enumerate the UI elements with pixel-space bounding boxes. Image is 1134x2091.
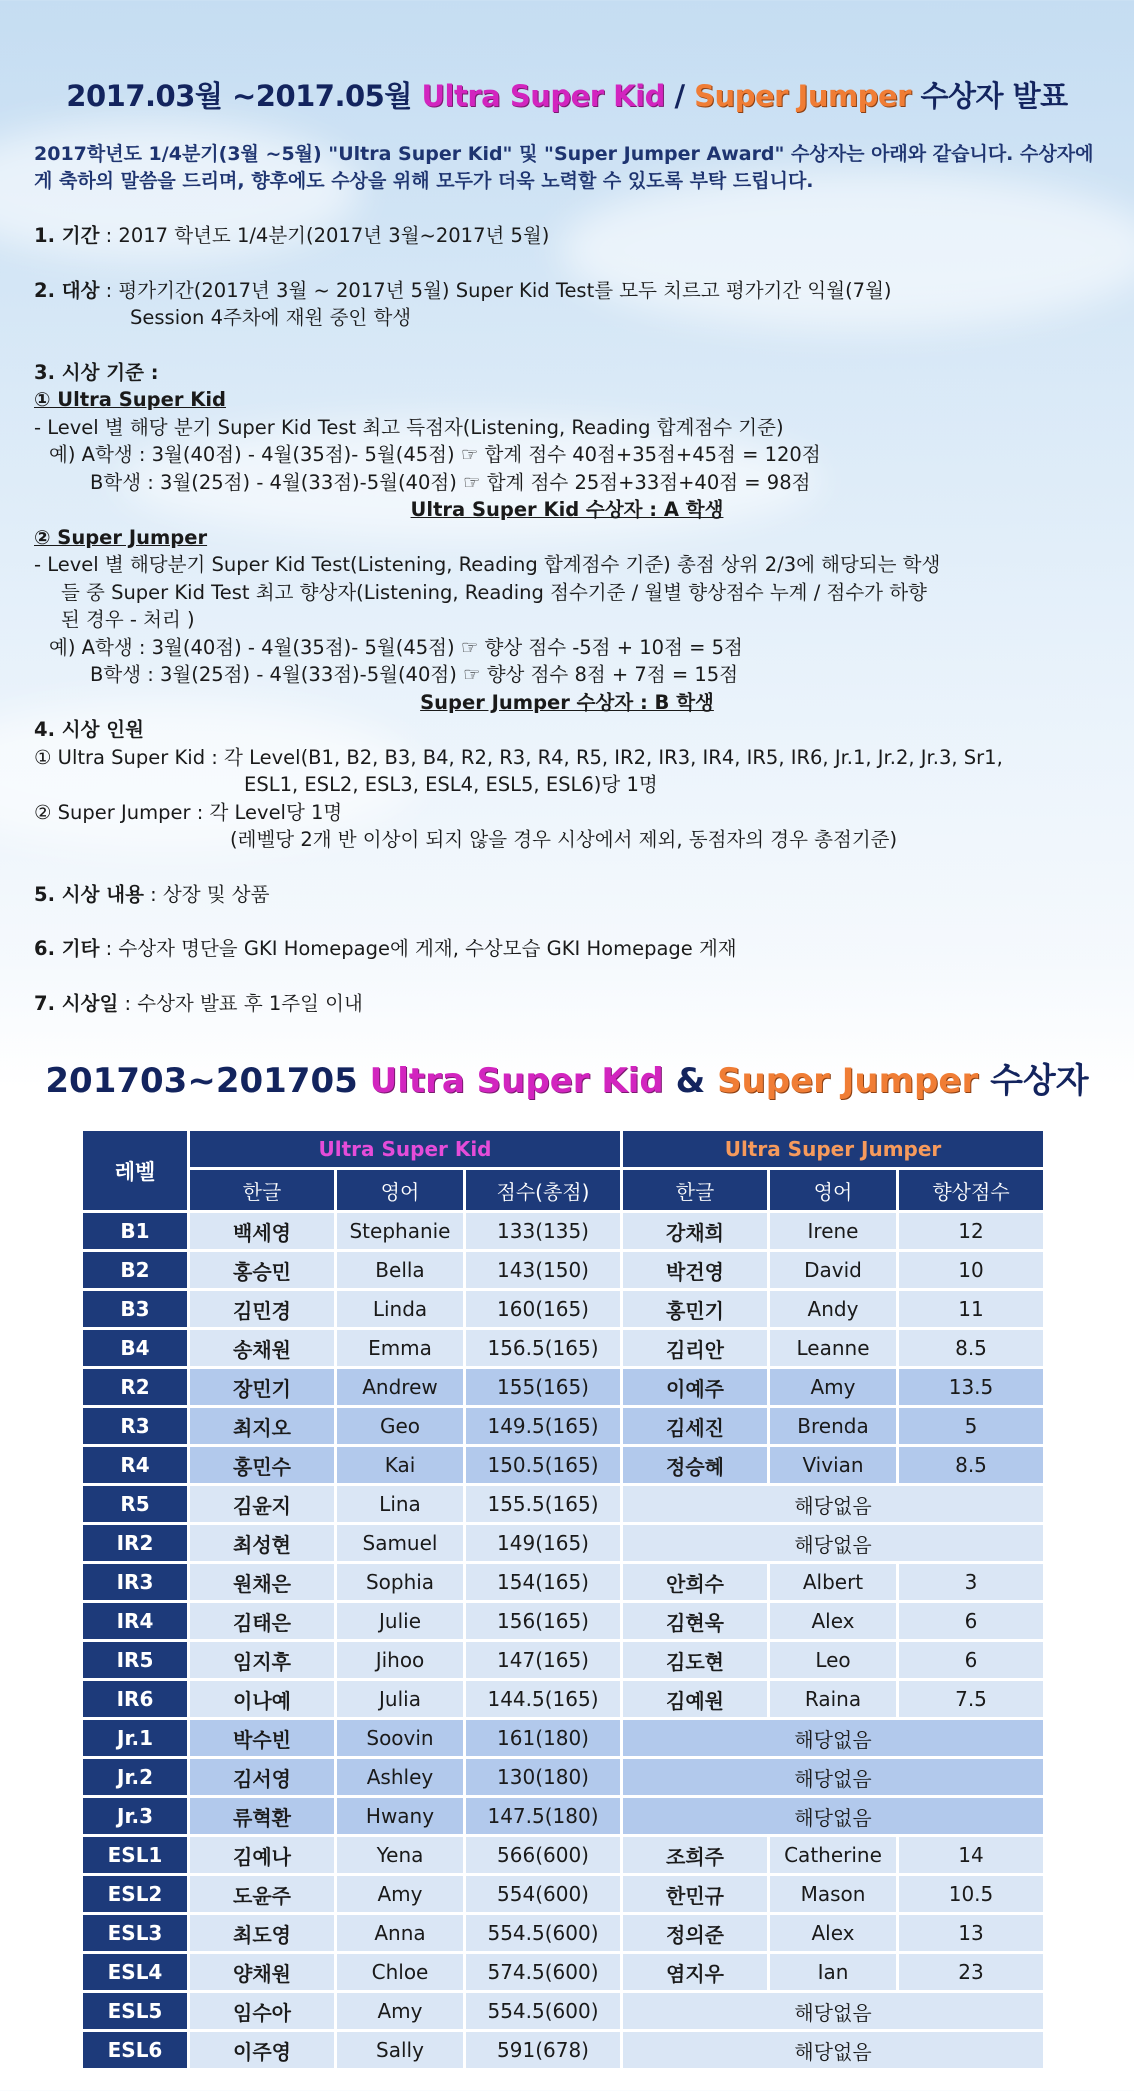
usk-english-name: Samuel: [337, 1525, 463, 1561]
usk-english-name: Kai: [337, 1447, 463, 1483]
usk-score: 156.5(165): [466, 1330, 620, 1366]
sj-korean-name: 조희주: [623, 1837, 767, 1873]
intro-paragraph: 2017학년도 1/4분기(3월 ~5월) "Ultra Super Kid" 및 "Super Jumper Award" 수상자는 아래와 같습니다. 수상자에게 축하의 말씀을 드리며, 향후에도 수상을 위해 모두가 더욱 노력할 수 있도록 부탁 드립니다.: [34, 143, 1094, 192]
level-cell: IR5: [83, 1642, 187, 1678]
usk-score: 161(180): [466, 1720, 620, 1756]
level-cell: Jr.1: [83, 1720, 187, 1756]
usk-english-name: Sally: [337, 2032, 463, 2068]
usk-korean-name: 홍승민: [190, 1252, 334, 1288]
col-header: 영어: [337, 1170, 463, 1210]
usk-score: 133(135): [466, 1213, 620, 1249]
winners-table: [80, 1128, 1046, 2071]
table-row: [83, 1720, 1043, 1756]
table-row: [83, 1564, 1043, 1600]
award-count-usk: ① Ultra Super Kid : 각 Level(B1, B2, B3, B4, R2, R3, R4, R5, IR2, IR3, IR4, IR5, IR6, Jr.1, Jr.2, Jr.3, Sr1,: [34, 745, 1003, 769]
level-cell: B2: [83, 1252, 187, 1288]
super-jumper-heading: ② Super Jumper: [34, 525, 208, 549]
usk-english-name: Bella: [337, 1252, 463, 1288]
usk-english-name: Chloe: [337, 1954, 463, 1990]
usk-korean-name: 김서영: [190, 1759, 334, 1795]
usk-korean-name: 류혁환: [190, 1798, 334, 1834]
table-row: [83, 1447, 1043, 1483]
usk-score: 154(165): [466, 1564, 620, 1600]
usk-korean-name: 최도영: [190, 1915, 334, 1951]
sj-none-cell: 해당없음: [623, 1759, 1043, 1795]
sj-improvement-score: 8.5: [899, 1447, 1043, 1483]
level-cell: B3: [83, 1291, 187, 1327]
section-period: 1. 기간 : 2017 학년도 1/4분기(2017년 3월~2017년 5월): [34, 224, 550, 247]
ultra-super-kid-heading: ① Ultra Super Kid: [34, 388, 226, 411]
winners-table-title: 201703~201705 Ultra Super Kid & Super Jumper 수상자: [45, 1061, 1089, 1101]
section-award-count: 4. 시상 인원: [34, 718, 144, 741]
ultra-super-jumper-group-header: Ultra Super Jumper: [623, 1131, 1043, 1167]
usk-english-name: Jihoo: [337, 1642, 463, 1678]
table-row: [83, 1993, 1043, 2029]
level-cell: IR2: [83, 1525, 187, 1561]
usk-korean-name: 송채원: [190, 1330, 334, 1366]
level-cell: ESL2: [83, 1876, 187, 1912]
usk-english-name: Lina: [337, 1486, 463, 1522]
usk-english-name: Linda: [337, 1291, 463, 1327]
sj-korean-name: 강채희: [623, 1213, 767, 1249]
usk-korean-name: 박수빈: [190, 1720, 334, 1756]
award-count-sj: ② Super Jumper : 각 Level당 1명: [34, 800, 343, 824]
usk-korean-name: 이주영: [190, 2032, 334, 2068]
sj-korean-name: 염지우: [623, 1954, 767, 1990]
level-cell: R4: [83, 1447, 187, 1483]
sj-improvement-score: 3: [899, 1564, 1043, 1600]
usk-score: 155(165): [466, 1369, 620, 1405]
usk-korean-name: 도윤주: [190, 1876, 334, 1912]
section-criteria: 3. 시상 기준 :: [34, 360, 159, 384]
usk-score: 156(165): [466, 1603, 620, 1639]
sj-none-cell: 해당없음: [623, 1525, 1043, 1561]
sj-none-cell: 해당없음: [623, 1798, 1043, 1834]
usk-english-name: Stephanie: [337, 1213, 463, 1249]
sj-improvement-score: 12: [899, 1213, 1043, 1249]
usk-score: 149.5(165): [466, 1408, 620, 1444]
sj-korean-name: 김도현: [623, 1642, 767, 1678]
usk-korean-name: 원채은: [190, 1564, 334, 1600]
sj-korean-name: 홍민기: [623, 1291, 767, 1327]
usk-korean-name: 김예나: [190, 1837, 334, 1873]
sj-korean-name: 김세진: [623, 1408, 767, 1444]
section-target: 2. 대상 : 평가기간(2017년 3월 ~ 2017년 5월) Super Kid Test를 모두 치르고 평가기간 익월(7월): [34, 278, 892, 302]
section-award-date: 7. 시상일 : 수상자 발표 후 1주일 이내: [34, 991, 363, 1015]
table-row: [83, 1837, 1043, 1873]
page-title: [34, 0, 1100, 115]
usk-korean-name: 장민기: [190, 1369, 334, 1405]
table-row: [83, 1213, 1043, 1249]
sj-english-name: Leanne: [770, 1330, 896, 1366]
sj-improvement-score: 5: [899, 1408, 1043, 1444]
sj-english-name: Amy: [770, 1369, 896, 1405]
table-row: [83, 1330, 1043, 1366]
super-jumper-example-a: 예) A학생 : 3월(40점) - 4월(35점)- 5월(45점) ☞ 향상 점수 -5점 + 10점 = 5점: [49, 635, 743, 659]
sj-improvement-score: 7.5: [899, 1681, 1043, 1717]
award-count-usk-cont: ESL1, ESL2, ESL3, ESL4, ESL5, ESL6)당 1명: [244, 773, 658, 796]
usk-score: 554(600): [466, 1876, 620, 1912]
sj-english-name: Brenda: [770, 1408, 896, 1444]
usk-english-name: Geo: [337, 1408, 463, 1444]
usk-english-name: Ashley: [337, 1759, 463, 1795]
table-row: [83, 1525, 1043, 1561]
title-suffix: 수상자 발표: [920, 79, 1068, 113]
usk-score: 591(678): [466, 2032, 620, 2068]
sj-english-name: Andy: [770, 1291, 896, 1327]
col-header: 한글: [623, 1170, 767, 1210]
usk-english-name: Amy: [337, 1876, 463, 1912]
table-row: [83, 1798, 1043, 1834]
sj-english-name: Alex: [770, 1603, 896, 1639]
sj-korean-name: 한민규: [623, 1876, 767, 1912]
usk-score: 149(165): [466, 1525, 620, 1561]
usk-korean-name: 양채원: [190, 1954, 334, 1990]
ultra-super-kid-rule: - Level 별 해당 분기 Super Kid Test 최고 득점자(Listening, Reading 합계점수 기준): [34, 415, 784, 439]
level-cell: R5: [83, 1486, 187, 1522]
usk-korean-name: 임수아: [190, 1993, 334, 2029]
usk-english-name: Emma: [337, 1330, 463, 1366]
super-jumper-rule-2: 들 중 Super Kid Test 최고 향상자(Listening, Reading 점수기준 / 월별 향상점수 누계 / 점수가 하향: [61, 580, 927, 604]
level-header: 레벨: [83, 1131, 187, 1210]
sj-english-name: Alex: [770, 1915, 896, 1951]
sj-english-name: Catherine: [770, 1837, 896, 1873]
super-jumper-result: Super Jumper 수상자 : B 학생: [420, 690, 714, 714]
level-cell: ESL3: [83, 1915, 187, 1951]
usk-korean-name: 김민경: [190, 1291, 334, 1327]
table-row: [83, 1759, 1043, 1795]
sj-english-name: Mason: [770, 1876, 896, 1912]
sj-korean-name: 박건영: [623, 1252, 767, 1288]
sj-korean-name: 정승혜: [623, 1447, 767, 1483]
usk-korean-name: 김윤지: [190, 1486, 334, 1522]
ultra-super-kid-example-a: 예) A학생 : 3월(40점) - 4월(35점)- 5월(45점) ☞ 합계 점수 40점+35점+45점 = 120점: [49, 443, 821, 466]
title-ultra-super-kid: Ultra Super Kid: [421, 79, 665, 113]
section-target-cont: Session 4주차에 재원 중인 학생: [130, 306, 412, 329]
table-row: [83, 1876, 1043, 1912]
usk-score: 150.5(165): [466, 1447, 620, 1483]
sj-korean-name: 김현욱: [623, 1603, 767, 1639]
section-award-content: 5. 시상 내용 : 상장 및 상품: [34, 882, 270, 906]
usk-score: 160(165): [466, 1291, 620, 1327]
sj-none-cell: 해당없음: [623, 1720, 1043, 1756]
sj-none-cell: 해당없음: [623, 1993, 1043, 2029]
usk-score: 147(165): [466, 1642, 620, 1678]
table-row: [83, 1408, 1043, 1444]
level-cell: R3: [83, 1408, 187, 1444]
sj-improvement-score: 11: [899, 1291, 1043, 1327]
level-cell: B1: [83, 1213, 187, 1249]
level-cell: ESL1: [83, 1837, 187, 1873]
sj-korean-name: 김예원: [623, 1681, 767, 1717]
sj-english-name: Vivian: [770, 1447, 896, 1483]
sj-improvement-score: 8.5: [899, 1330, 1043, 1366]
usk-english-name: Soovin: [337, 1720, 463, 1756]
ultra-super-kid-group-header: Ultra Super Kid: [190, 1131, 620, 1167]
usk-english-name: Sophia: [337, 1564, 463, 1600]
table-row: [83, 1291, 1043, 1327]
sj-korean-name: 이예주: [623, 1369, 767, 1405]
level-cell: Jr.3: [83, 1798, 187, 1834]
usk-score: 155.5(165): [466, 1486, 620, 1522]
col-header: 한글: [190, 1170, 334, 1210]
usk-korean-name: 임지후: [190, 1642, 334, 1678]
level-cell: IR6: [83, 1681, 187, 1717]
usk-korean-name: 이나예: [190, 1681, 334, 1717]
level-cell: IR4: [83, 1603, 187, 1639]
table-row: [83, 1954, 1043, 1990]
sj-improvement-score: 6: [899, 1603, 1043, 1639]
ultra-super-kid-example-b: B학생 : 3월(25점) - 4월(33점)-5월(40점) ☞ 합계 점수 25점+33점+40점 = 98점: [90, 470, 811, 494]
award-count-sj-note: (레벨당 2개 반 이상이 되지 않을 경우 시상에서 제외, 동점자의 경우 총점기준): [230, 828, 898, 851]
usk-korean-name: 최지오: [190, 1408, 334, 1444]
usk-score: 566(600): [466, 1837, 620, 1873]
usk-score: 130(180): [466, 1759, 620, 1795]
usk-korean-name: 홍민수: [190, 1447, 334, 1483]
sj-none-cell: 해당없음: [623, 1486, 1043, 1522]
sj-english-name: Leo: [770, 1642, 896, 1678]
table-row: [83, 1486, 1043, 1522]
usk-score: 147.5(180): [466, 1798, 620, 1834]
sj-english-name: Irene: [770, 1213, 896, 1249]
usk-score: 143(150): [466, 1252, 620, 1288]
usk-score: 144.5(165): [466, 1681, 620, 1717]
usk-korean-name: 백세영: [190, 1213, 334, 1249]
usk-english-name: Andrew: [337, 1369, 463, 1405]
level-cell: R2: [83, 1369, 187, 1405]
usk-english-name: Hwany: [337, 1798, 463, 1834]
sj-korean-name: 김리안: [623, 1330, 767, 1366]
level-cell: IR3: [83, 1564, 187, 1600]
title-separator: /: [674, 79, 685, 113]
super-jumper-rule-3: 된 경우 - 처리 ): [61, 608, 195, 631]
title-super-jumper: Super Jumper: [694, 79, 911, 113]
table-row: [83, 2032, 1043, 2068]
sj-korean-name: 안희수: [623, 1564, 767, 1600]
usk-score: 554.5(600): [466, 1993, 620, 2029]
col-header: 점수(총점): [466, 1170, 620, 1210]
section-etc: 6. 기타 : 수상자 명단을 GKI Homepage에 게재, 수상모습 GKI Homepage 게재: [34, 937, 737, 960]
sj-improvement-score: 13: [899, 1915, 1043, 1951]
ultra-super-kid-result: Ultra Super Kid 수상자 : A 학생: [410, 498, 724, 521]
table-row: [83, 1252, 1043, 1288]
usk-korean-name: 최성현: [190, 1525, 334, 1561]
super-jumper-example-b: B학생 : 3월(25점) - 4월(33점)-5월(40점) ☞ 향상 점수 8점 + 7점 = 15점: [90, 663, 739, 686]
table-row: [83, 1369, 1043, 1405]
usk-score: 554.5(600): [466, 1915, 620, 1951]
usk-korean-name: 김태은: [190, 1603, 334, 1639]
sj-improvement-score: 10.5: [899, 1876, 1043, 1912]
sj-english-name: Albert: [770, 1564, 896, 1600]
sj-korean-name: 정의준: [623, 1915, 767, 1951]
usk-english-name: Anna: [337, 1915, 463, 1951]
sj-english-name: David: [770, 1252, 896, 1288]
usk-english-name: Julia: [337, 1681, 463, 1717]
super-jumper-rule-1: - Level 별 해당분기 Super Kid Test(Listening, Reading 합계점수 기준) 총점 상위 2/3에 해당되는 학생: [34, 553, 941, 576]
usk-score: 574.5(600): [466, 1954, 620, 1990]
usk-english-name: Julie: [337, 1603, 463, 1639]
sj-english-name: Ian: [770, 1954, 896, 1990]
sj-improvement-score: 10: [899, 1252, 1043, 1288]
usk-english-name: Yena: [337, 1837, 463, 1873]
sj-improvement-score: 6: [899, 1642, 1043, 1678]
sj-none-cell: 해당없음: [623, 2032, 1043, 2068]
col-header: 영어: [770, 1170, 896, 1210]
table-row: [83, 1681, 1043, 1717]
col-header: 향상점수: [899, 1170, 1043, 1210]
sj-improvement-score: 13.5: [899, 1369, 1043, 1405]
sj-english-name: Raina: [770, 1681, 896, 1717]
sj-improvement-score: 23: [899, 1954, 1043, 1990]
table-row: [83, 1915, 1043, 1951]
table-row: [83, 1603, 1043, 1639]
title-period: 2017.03월 ~2017.05월: [66, 79, 412, 113]
level-cell: Jr.2: [83, 1759, 187, 1795]
level-cell: B4: [83, 1330, 187, 1366]
level-cell: ESL5: [83, 1993, 187, 2029]
usk-english-name: Amy: [337, 1993, 463, 2029]
sj-improvement-score: 14: [899, 1837, 1043, 1873]
level-cell: ESL6: [83, 2032, 187, 2068]
level-cell: ESL4: [83, 1954, 187, 1990]
table-row: [83, 1642, 1043, 1678]
